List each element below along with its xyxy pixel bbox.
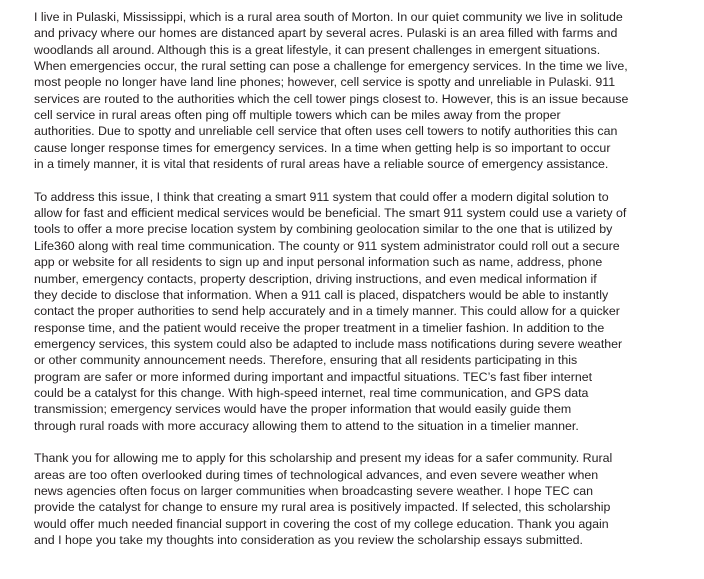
- essay-document: [34, 9, 698, 548]
- text-line: app or website for all residents to sign up and input personal information such as name, address, phone: [34, 255, 603, 270]
- text-line: or other community announcement needs. Therefore, ensuring that all residents participating in this: [34, 353, 578, 368]
- text-line: woodlands all around. Although this is a great lifestyle, it can present challenges in emergent situations.: [34, 42, 601, 57]
- text-line: would offer much needed financial support in covering the cost of my college education. Thank you again: [34, 516, 609, 531]
- text-line: When emergencies occur, the rural setting can pose a challenge for emergency services. In the time we live,: [34, 59, 628, 74]
- text-line: most people no longer have land line phones; however, cell service is spotty and unreliable in Pulaski. 911: [34, 75, 616, 90]
- text-line: program are safer or more informed during important and impactful situations. TEC’s fast fiber internet: [34, 369, 593, 384]
- text-line: number, emergency contacts, property description, driving instructions, and even medical information if: [34, 271, 597, 286]
- text-line: could be a catalyst for this change. With high-speed internet, real time communication, and GPS data: [34, 385, 589, 400]
- text-line: authorities. Due to spotty and unreliable cell service that often uses cell towers to notify authorities this can: [34, 124, 618, 139]
- paragraph-closing: [34, 450, 698, 548]
- text-line: tools to offer a more precise location system by combining geolocation similar to the one that is utilized by: [34, 222, 613, 237]
- text-line: and privacy where our homes are distanced apart by several acres. Pulaski is an area filled with farms and: [34, 26, 618, 41]
- text-line: provide the catalyst for change to ensure my rural area is positively impacted. If selected, this scholarship: [34, 500, 611, 515]
- text-line: services are routed to the authorities which the cell tower pings closest to. However, this is an issue because: [34, 91, 629, 106]
- text-line: cause longer response times for emergency services. In a time when getting help is so important to occur: [34, 140, 611, 155]
- text-line: news agencies often focus on larger communities when broadcasting severe weather. I hope TEC can: [34, 483, 594, 498]
- text-line: I live in Pulaski, Mississippi, which is a rural area south of Morton. In our quiet community we live in solitude: [34, 10, 623, 24]
- text-line: contact the proper authorities to send help accurately and in a timely manner. This could allow for a quicker: [34, 304, 620, 319]
- text-line: areas are too often overlooked during times of technological advances, and even severe weather when: [34, 467, 599, 482]
- text-line: emergency services, this system could also be adapted to include mass notifications during severe weather: [34, 336, 623, 351]
- text-line: transmission; emergency services would have the proper information that would easily guide them: [34, 402, 572, 417]
- text-line: To address this issue, I think that creating a smart 911 system that could offer a modern digital solution to: [34, 189, 609, 204]
- text-line: and I hope you take my thoughts into consideration as you review the scholarship essays submitted.: [34, 533, 583, 547]
- paragraph-smart-911-proposal: [34, 189, 698, 434]
- text-line: Life360 along with real time communication. The county or 911 system administrator could roll out a secure: [34, 238, 620, 253]
- text-line: Thank you for allowing me to apply for this scholarship and present my ideas for a safer community. Rural: [34, 451, 613, 466]
- paragraph-rural-challenges: [34, 9, 698, 172]
- text-line: in a timely manner, it is vital that residents of rural areas have a reliable source of emergency assistance.: [34, 157, 609, 172]
- text-line: response time, and the patient would receive the proper treatment in a timelier fashion. In addition to the: [34, 320, 605, 335]
- text-line: through rural roads with more accuracy allowing them to attend to the situation in a timelier manner.: [34, 418, 579, 433]
- text-line: they decide to disclose that information. When a 911 call is placed, dispatchers would be able to instantly: [34, 287, 609, 302]
- text-line: cell service in rural areas often ping off multiple towers which can be miles away from the proper: [34, 108, 561, 123]
- text-line: allow for fast and efficient medical services would be beneficial. The smart 911 system could use a variety of: [34, 206, 627, 221]
